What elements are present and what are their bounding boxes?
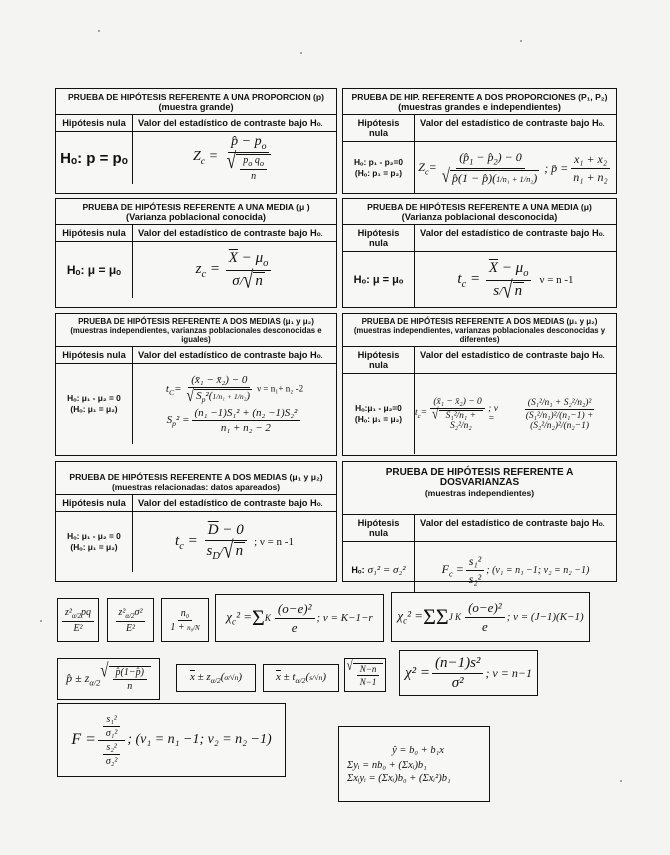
box-two-variances: PRUEBA DE HIPÓTESIS REFERENTE A DOSVARIANZAS (muestras independientes) Hipótesis nula Valor del estadístico de contraste bajo Ho. Hₒ: σ₁² = σ₂² $F_c$ = $\frac{\text{s₁²}}{\text{s₂²}}$ ; (ν₁ = n₁ −1; ν₂ = n₂ −1) (342, 461, 617, 582)
box-two-proportions (342, 88, 617, 194)
formula-z-mean: $z_c$ = $\overline{X} - \mu_o$ σ/ √ n (133, 242, 336, 298)
box-subtitle: (Varianza poblacional conocida) (126, 212, 266, 222)
header-estadistico: Valor del estadístico de contraste bajo Ho. (138, 118, 323, 128)
formula-finite-correction: $\frac{\text{n₀}}{\text{1 + n₀/N}}$ (161, 598, 209, 642)
formula-chi-square-goodness: $\chi_c^2$ = Σ K $\frac{\text{(o−e)²}}{e}$ ; ν = K−1−r (215, 594, 384, 642)
box-two-means-equal-variance (55, 313, 337, 456)
header-estadistico: Valor del estadístico de contraste bajo Ho. (420, 518, 605, 528)
regression-line: ŷ = b₀ + b₁x (392, 744, 444, 756)
box-subtitle: (muestra grande) (158, 102, 234, 112)
null-hypothesis: Hₒ: μ₁ - μ₂ = 0 (67, 393, 121, 403)
box-paired-means (55, 461, 337, 582)
formula-t-mean: $t_c$ = $\overline{X} - \mu_o$ s/ √ n ν = n -1 (457, 259, 574, 304)
header-estadistico: Valor del estadístico de contraste bajo Ho. (138, 498, 323, 508)
box-one-proportion (55, 88, 337, 194)
degrees-of-freedom: ; ν = n−1 (485, 665, 532, 680)
header-estadistico: Valor del estadístico de contraste bajo Ho. (420, 228, 605, 238)
header-hipotesis: Hipótesis nula (56, 225, 133, 241)
box-one-mean-known-variance (55, 198, 337, 308)
speck (520, 40, 522, 42)
null-hypothesis: Hₒ: μ = μₒ (66, 263, 122, 277)
box-subtitle: (muestras relacionadas: datos apareados) (111, 482, 281, 492)
formula-sample-size-mean: $\frac{z^2_{\alpha/2}\sigma^2}{\text{E²}}$ (107, 598, 154, 642)
header-hipotesis: Hipótesis nula (56, 495, 133, 511)
null-hypothesis-alt: (Hₒ: p₁ = p₂) (354, 168, 403, 178)
null-hypothesis: Hₒ: μ = μₒ (353, 274, 404, 286)
box-title: PRUEBA DE HIPÓTESIS REFERENTE A UNA MEDIA (μ) (367, 202, 592, 212)
degrees-of-freedom: ν = n₁+ n₂ -2 (257, 383, 304, 394)
null-hypothesis-alt: (Hₒ: μ₁ = μ₂) (354, 414, 403, 424)
box-title: PRUEBA DE HIPÓTESIS REFERENTE A UNA MEDIA (μ ) (82, 202, 310, 212)
speck (98, 30, 100, 32)
box-one-mean-unknown-variance (342, 198, 617, 308)
null-hypothesis: Hₒ: p₁ - p₂=0 (353, 157, 403, 167)
header-estadistico: Valor del estadístico de contraste bajo Ho. (420, 350, 605, 360)
formula-t-two-means-pooled: $t_C=$ (x̄₁ − x̄₂) − 0 √ $S_p^2(1/n_1 + 1/n_2)$ ν = n₁+ n₂ -2 $S_p^2$ = $\frac{\text{(n₁ −1)S₁² + (n₂ −1)S₂²}}{\text{n₁ + n₂ − 2}}$ (165, 373, 304, 435)
box-subtitle: (muestras independientes, varianzas poblacionales desconocidas e iguales) (70, 326, 322, 344)
formula-linear-regression (338, 726, 490, 802)
degrees-of-freedom: ; ν = K−1−r (316, 612, 373, 624)
header-hipotesis: Hipótesis nula (343, 225, 415, 251)
header-estadistico: Valor del estadístico de contraste bajo Ho. (420, 118, 605, 128)
box-title: PRUEBA DE HIPÓTESIS REFERENTE A DOS MEDIAS (μ₁ y μ₂) (361, 317, 598, 326)
box-title: PRUEBA DE HIPÓTESIS REFERENTE A DOS MEDIAS (μ₁ y μ₂) (78, 317, 314, 326)
speck (300, 52, 302, 54)
formula-f-distribution: F = $\frac{\frac{\text{s₁²}}{\text{σ₁²}}}{\frac{\text{s₂²}}{\text{σ₂²}}}$ ; (ν₁ = n₁ −1; ν₂ = n₂ −1) (57, 703, 286, 777)
header-estadistico: Valor del estadístico de contraste bajo Ho. (138, 228, 323, 238)
null-hypothesis: Hₒ:μ₁ - μ₂=0 (355, 403, 402, 413)
null-hypothesis: Hₒ: p = pₒ (60, 149, 128, 167)
normal-equation-1: Σyᵢ = nb₀ + (Σxᵢ)b₁ (347, 759, 427, 771)
null-hypothesis-alt: (Hₒ: μ₁ = μ₂) (70, 542, 118, 552)
formula-f-variances: $F_c$ = $\frac{\text{s₁²}}{\text{s₂²}}$ ; (ν₁ = n₁ −1; ν₂ = n₂ −1) (441, 553, 590, 586)
box-subtitle: (muestras independientes, varianzas poblacionales desconocidas y diferentes) (353, 326, 606, 344)
box-title: PRUEBA DE HIPÓTESIS REFERENTE A DOSVARIANZAS (385, 467, 574, 488)
null-hypothesis: Hₒ: μ₁ - μ₂ = 0 (67, 531, 121, 541)
formula-t-paired: $t_c$ = $\overline{D} - 0$ $s_D/$ √ n ; ν = n -1 (175, 522, 294, 564)
box-subtitle: (Varianza poblacional desconocida) (401, 212, 558, 222)
header-hipotesis: Hipótesis nula (56, 347, 133, 363)
formula-chi-square-variance: χ² = $\frac{\text{(n−1)s²}}{\text{σ²}}$ ; ν = n−1 (399, 650, 538, 696)
formula-t-welch: $t_c=$ (x̄₁ − x̄₂) − 0 √ S₁²/n₁ + S₂²/n₂ ; ν = $\frac{\text{(S₁²/n₁ + S₂²/n₂)²}}{\text{(S₁²/n₁)²/(n₁−1) + (S₂²/n₂)²/(n₂−1)}}$ (415, 397, 594, 431)
speck (40, 620, 42, 622)
header-hipotesis: Hipótesis nula (343, 347, 415, 373)
degrees-of-freedom: ; ν = n -1 (254, 536, 294, 548)
box-title: PRUEBA DE HIPÓTESIS REFERENTE A UNA PROPORCION (p) (67, 92, 325, 102)
degrees-of-freedom: ; (ν₁ = n₁ −1; ν₂ = n₂ −1) (127, 732, 272, 747)
formula-finite-population-factor: √ $\frac{N-n}{N-1}$ (344, 658, 386, 692)
null-hypothesis: Hₒ: (351, 564, 365, 575)
header-hipotesis: Hipótesis nula (343, 515, 415, 541)
formula-z-proportion: $Z_c$ = p̂ − $p_o$ √ $\frac{p_o q_o}{n}$ (133, 132, 336, 184)
box-title: PRUEBA DE HIP. REFERENTE A DOS PROPORCIONES (P₁, P₂) (351, 92, 608, 102)
normal-equation-2: Σxᵢyᵢ = (Σxᵢ)b₀ + (Σxᵢ²)b₁ (347, 772, 451, 784)
header-hipotesis: Hipótesis nula (343, 115, 415, 141)
box-title: PRUEBA DE HIPÓTESIS REFERENTE A DOS MEDIAS (μ₁ y μ₂) (69, 472, 323, 482)
formula-ci-mean-z: $\overline{x} \pm z_{\alpha/2}(\sigma/√n)$ (176, 664, 256, 692)
header-estadistico: Valor del estadístico de contraste bajo Ho. (138, 350, 323, 360)
formula-ci-mean-t: $\overline{x} \pm t_{\alpha/2}(s/√n)$ (263, 664, 339, 692)
box-subtitle: (muestras grandes e independientes) (398, 102, 561, 112)
header-hipotesis: Hipótesis nula (56, 115, 133, 131)
degrees-of-freedom: ; ν = (J−1)(K−1) (506, 611, 584, 623)
formula-sample-size-proportion: $\frac{z^2_{\alpha/2}pq}{\text{E²}}$ (57, 598, 99, 642)
formula-z-two-proportions: $Z_c=$ ($p̂_1$ − $p̂_2) - 0$ √ p̂(1 − p̂)(1/n₁ + 1/n₂) ; p̄ = $\frac{\text{x₁ + x₂}}{\text{n₁ + n₂}}$ (415, 142, 616, 194)
degrees-of-freedom: ν = n -1 (539, 274, 574, 286)
speck (620, 780, 622, 782)
box-subtitle: (muestras independientes) (424, 488, 535, 498)
formula-chi-square-contingency: $\chi_c^2$ = ΣΣ J K $\frac{\text{(o−e)²}}{e}$ ; ν = (J−1)(K−1) (391, 592, 590, 642)
null-hypothesis-alt: (Hₒ: μ₁ = μ₂) (70, 404, 118, 414)
degrees-of-freedom: ; (ν₁ = n₁ −1; ν₂ = n₂ −1) (486, 564, 590, 576)
formula-ci-proportion: p̂ ± $z_{\alpha/2}$ √ $\frac{p̂(1-p̂)}{n}$ (57, 658, 160, 700)
box-two-means-unequal-variance (342, 313, 617, 456)
